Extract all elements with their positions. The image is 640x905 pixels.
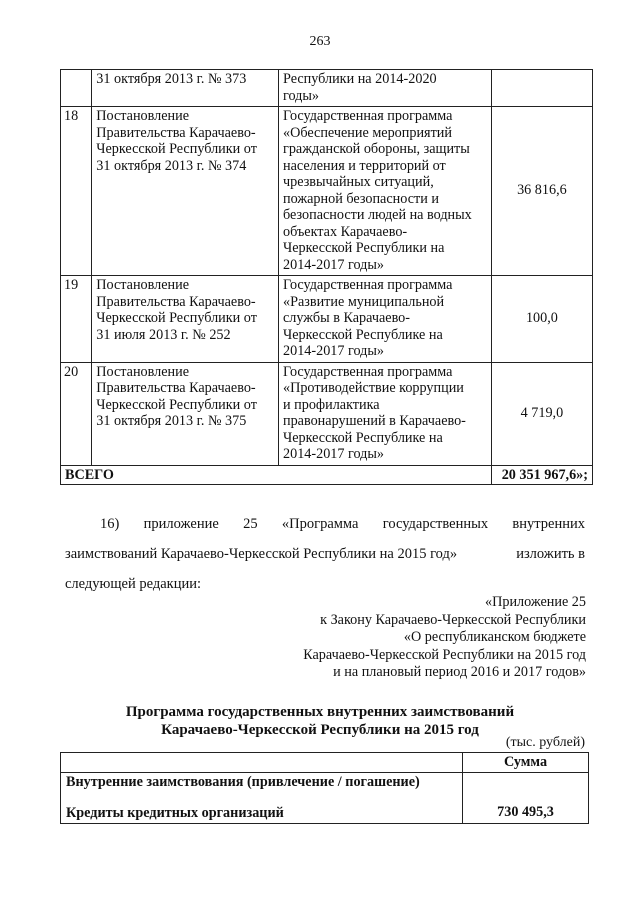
program-cell-line: объектах Карачаево-: [283, 223, 408, 240]
program-cell-line: чрезвычайных ситуаций,: [283, 174, 434, 190]
program-cell-line: Государственная программа: [283, 277, 453, 293]
appendix-line: к Закону Карачаево-Черкесской Республики: [320, 611, 586, 628]
total-row: [61, 465, 593, 485]
page-number: 263: [309, 34, 331, 49]
amount-cell: [491, 70, 592, 107]
document-title: [0, 703, 640, 739]
title-line-1: Программа государственных внутренних заимствований: [125, 704, 515, 720]
header-empty-cell: [61, 753, 463, 773]
header-row: [61, 753, 589, 773]
table-row: [61, 773, 589, 824]
program-cell-line: и профилактика: [283, 396, 380, 413]
program-cell-line: гражданской обороны, защиты: [283, 141, 470, 157]
row-number: [61, 70, 92, 107]
table-row: [61, 70, 593, 107]
program-cell-line: «Обеспечение мероприятий: [283, 124, 452, 141]
document-cell-line: Правительства Карачаево-: [96, 124, 256, 141]
paragraph-line-1: [65, 509, 585, 539]
document-cell: [92, 70, 279, 107]
amount-cell: [463, 773, 589, 824]
program-cell-line: Республики на 2014-2020: [283, 71, 437, 87]
title-line-2: Карачаево-Черкесской Республики на 2015 год: [161, 722, 479, 738]
paragraph-word: 16): [100, 516, 120, 532]
paragraph-text: заимствований Карачаево-Черкесской Республики на 2015 год»: [65, 546, 458, 562]
program-cell: [279, 276, 492, 363]
document-cell-line: Постановление: [96, 363, 189, 380]
document-cell-line: Черкесской Республики от: [96, 141, 257, 157]
amount-cell: 100,0: [491, 276, 592, 363]
program-cell-line: «Развитие муниципальной: [283, 293, 445, 310]
paragraph-word: государственных: [382, 516, 489, 532]
row-number: 20: [61, 362, 92, 465]
program-cell-line: службы в Карачаево-: [283, 310, 410, 326]
document-cell-line: 31 июля 2013 г. № 252: [96, 326, 231, 343]
bank-credits-amount: 730 495,3: [497, 804, 554, 820]
program-cell: [279, 107, 492, 276]
table-row: [61, 362, 593, 465]
amount-cell: 36 816,6: [491, 107, 592, 276]
programs-table: [60, 69, 593, 485]
program-cell-line: правонарушений в Карачаево-: [283, 413, 466, 429]
appendix-line: Карачаево-Черкесской Республики на 2015 год: [303, 646, 586, 663]
program-cell-line: Черкесской Республике на: [283, 429, 443, 446]
unit-label: (тыс. рублей): [505, 735, 585, 750]
labels-cell: [61, 773, 463, 824]
amount-cell: 4 719,0: [491, 362, 592, 465]
program-cell-line: Государственная программа: [283, 363, 453, 380]
document-cell-line: Постановление: [96, 108, 189, 124]
paragraph-line-3: следующей редакции:: [65, 576, 202, 592]
document-cell-line: Правительства Карачаево-: [96, 380, 256, 396]
table-row: [61, 107, 593, 276]
paragraph-word: приложение: [143, 516, 219, 532]
paragraph-word: 25: [243, 516, 258, 532]
row-number: 18: [61, 107, 92, 276]
document-cell-line: 31 октября 2013 г. № 374: [96, 157, 247, 174]
program-cell-line: 2014-2017 годы»: [283, 256, 385, 273]
program-cell-line: населения и территорий от: [283, 157, 446, 174]
program-cell-line: Черкесской Республики на: [283, 240, 445, 256]
appendix-header: [303, 594, 586, 682]
program-cell-line: пожарной безопасности и: [283, 190, 439, 207]
document-cell: [92, 276, 279, 363]
document-cell: [92, 107, 279, 276]
row-number: 19: [61, 276, 92, 363]
document-cell-line: Черкесской Республики от: [96, 396, 257, 413]
program-cell-line: «Противодействие коррупции: [283, 380, 464, 396]
program-cell-line: Черкесской Республике на: [283, 326, 443, 343]
total-label: ВСЕГО: [61, 465, 492, 485]
appendix-line: «О республиканском бюджете: [403, 629, 586, 645]
paragraph-line-2: [65, 539, 585, 569]
program-cell-line: Государственная программа: [283, 108, 453, 124]
paragraph-text: изложить в: [516, 546, 585, 562]
document-cell-line: 31 октября 2013 г. № 375: [96, 413, 247, 429]
document-cell-line: 31 октября 2013 г. № 373: [96, 71, 247, 87]
appendix-line: «Приложение 25: [485, 594, 586, 610]
appendix-line: и на плановый период 2016 и 2017 годов»: [333, 664, 586, 680]
internal-borrowings-label: Внутренние заимствования (привлечение / погашение): [66, 774, 420, 790]
amendment-paragraph: [65, 509, 585, 599]
document-cell: [92, 362, 279, 465]
document-cell-line: Правительства Карачаево-: [96, 293, 256, 310]
program-cell-line: безопасности людей на водных: [283, 207, 472, 223]
program-cell-line: годы»: [283, 87, 319, 104]
program-cell-line: 2014-2017 годы»: [283, 446, 385, 462]
bank-credits-label: Кредиты кредитных организаций: [66, 805, 284, 821]
sum-header: Сумма: [463, 753, 589, 773]
table-row: [61, 276, 593, 363]
paragraph-word: «Программа: [281, 516, 359, 532]
program-cell: [279, 70, 492, 107]
program-cell: [279, 362, 492, 465]
document-cell-line: Постановление: [96, 277, 189, 293]
document-cell-line: Черкесской Республики от: [96, 310, 257, 326]
paragraph-word: внутренних: [512, 516, 585, 532]
borrowings-table: [60, 752, 589, 824]
total-amount: 20 351 967,6»;: [491, 465, 592, 485]
program-cell-line: 2014-2017 годы»: [283, 343, 385, 359]
